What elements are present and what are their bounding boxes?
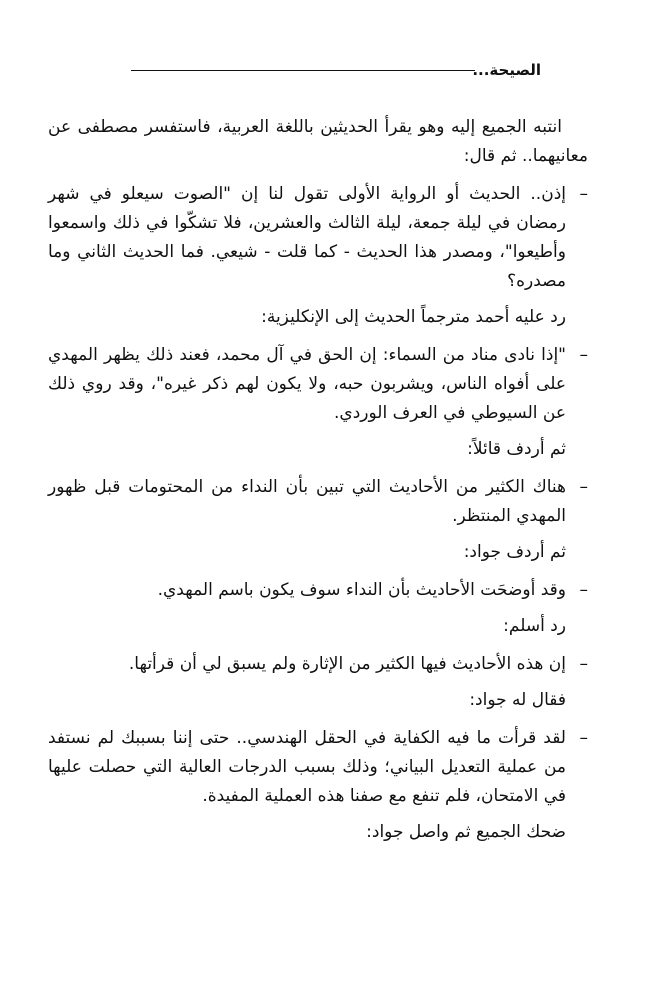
running-header-title: الصيحة... bbox=[472, 61, 541, 79]
narration-paragraph: ثم أردف جواد: bbox=[463, 542, 566, 562]
dialogue-paragraph: – لقد قرأت ما فيه الكفاية في الحقل الهندسي.. حتى إننا بسببك لم نستفد من عملية التعديل البياني؛ وذلك بسبب الدرجات العالية التي حصلت عليها في الامتحان، فلم تنفع مع صفنا هذه العملية المفيدة. bbox=[48, 724, 588, 811]
dialogue-paragraph: – "إذا نادى مناد من السماء: إن الحق في آل محمد، فعند ذلك يظهر المهدي على أفواه الناس، ويشربون حبه، ولا يكون لهم ذكر غيره"، وقد روي ذلك عن السيوطي في العرف الوردي. bbox=[48, 341, 588, 428]
dialogue-paragraph: – إذن.. الحديث أو الرواية الأولى تقول لنا إن "الصوت سيعلو في شهر رمضان في ليلة جمعة، ليلة الثالث والعشرين، فلا تشكّوا في ذلك واسمعوا وأطيعوا"، ومصدر هذا الحديث - كما قلت - شيعي. فما الحديث الثاني وما مصدره؟ bbox=[48, 180, 588, 296]
dialogue-paragraph: – إن هذه الأحاديث فيها الكثير من الإثارة ولم يسبق لي أن قرأتها. bbox=[48, 650, 588, 679]
narration-paragraph: انتبه الجميع إليه وهو يقرأ الحديثين باللغة العربية، فاستفسر مصطفى عن معانيهما.. ثم قال: bbox=[48, 117, 588, 166]
narration-paragraph: ثم أردف قائلاً: bbox=[467, 439, 566, 459]
running-header bbox=[131, 58, 541, 82]
page-body bbox=[48, 113, 588, 856]
dialogue-paragraph: – وقد أوضحَت الأحاديث بأن النداء سوف يكون باسم المهدي. bbox=[48, 576, 588, 605]
header-rule bbox=[131, 70, 475, 71]
narration-paragraph: رد أسلم: bbox=[503, 616, 566, 636]
narration-paragraph: ضحك الجميع ثم واصل جواد: bbox=[366, 822, 566, 842]
narration-paragraph: فقال له جواد: bbox=[469, 690, 566, 710]
dialogue-paragraph: – هناك الكثير من الأحاديث التي تبين بأن النداء من المحتومات قبل ظهور المهدي المنتظر. bbox=[48, 473, 588, 531]
narration-paragraph: رد عليه أحمد مترجماً الحديث إلى الإنكليزية: bbox=[261, 307, 566, 327]
